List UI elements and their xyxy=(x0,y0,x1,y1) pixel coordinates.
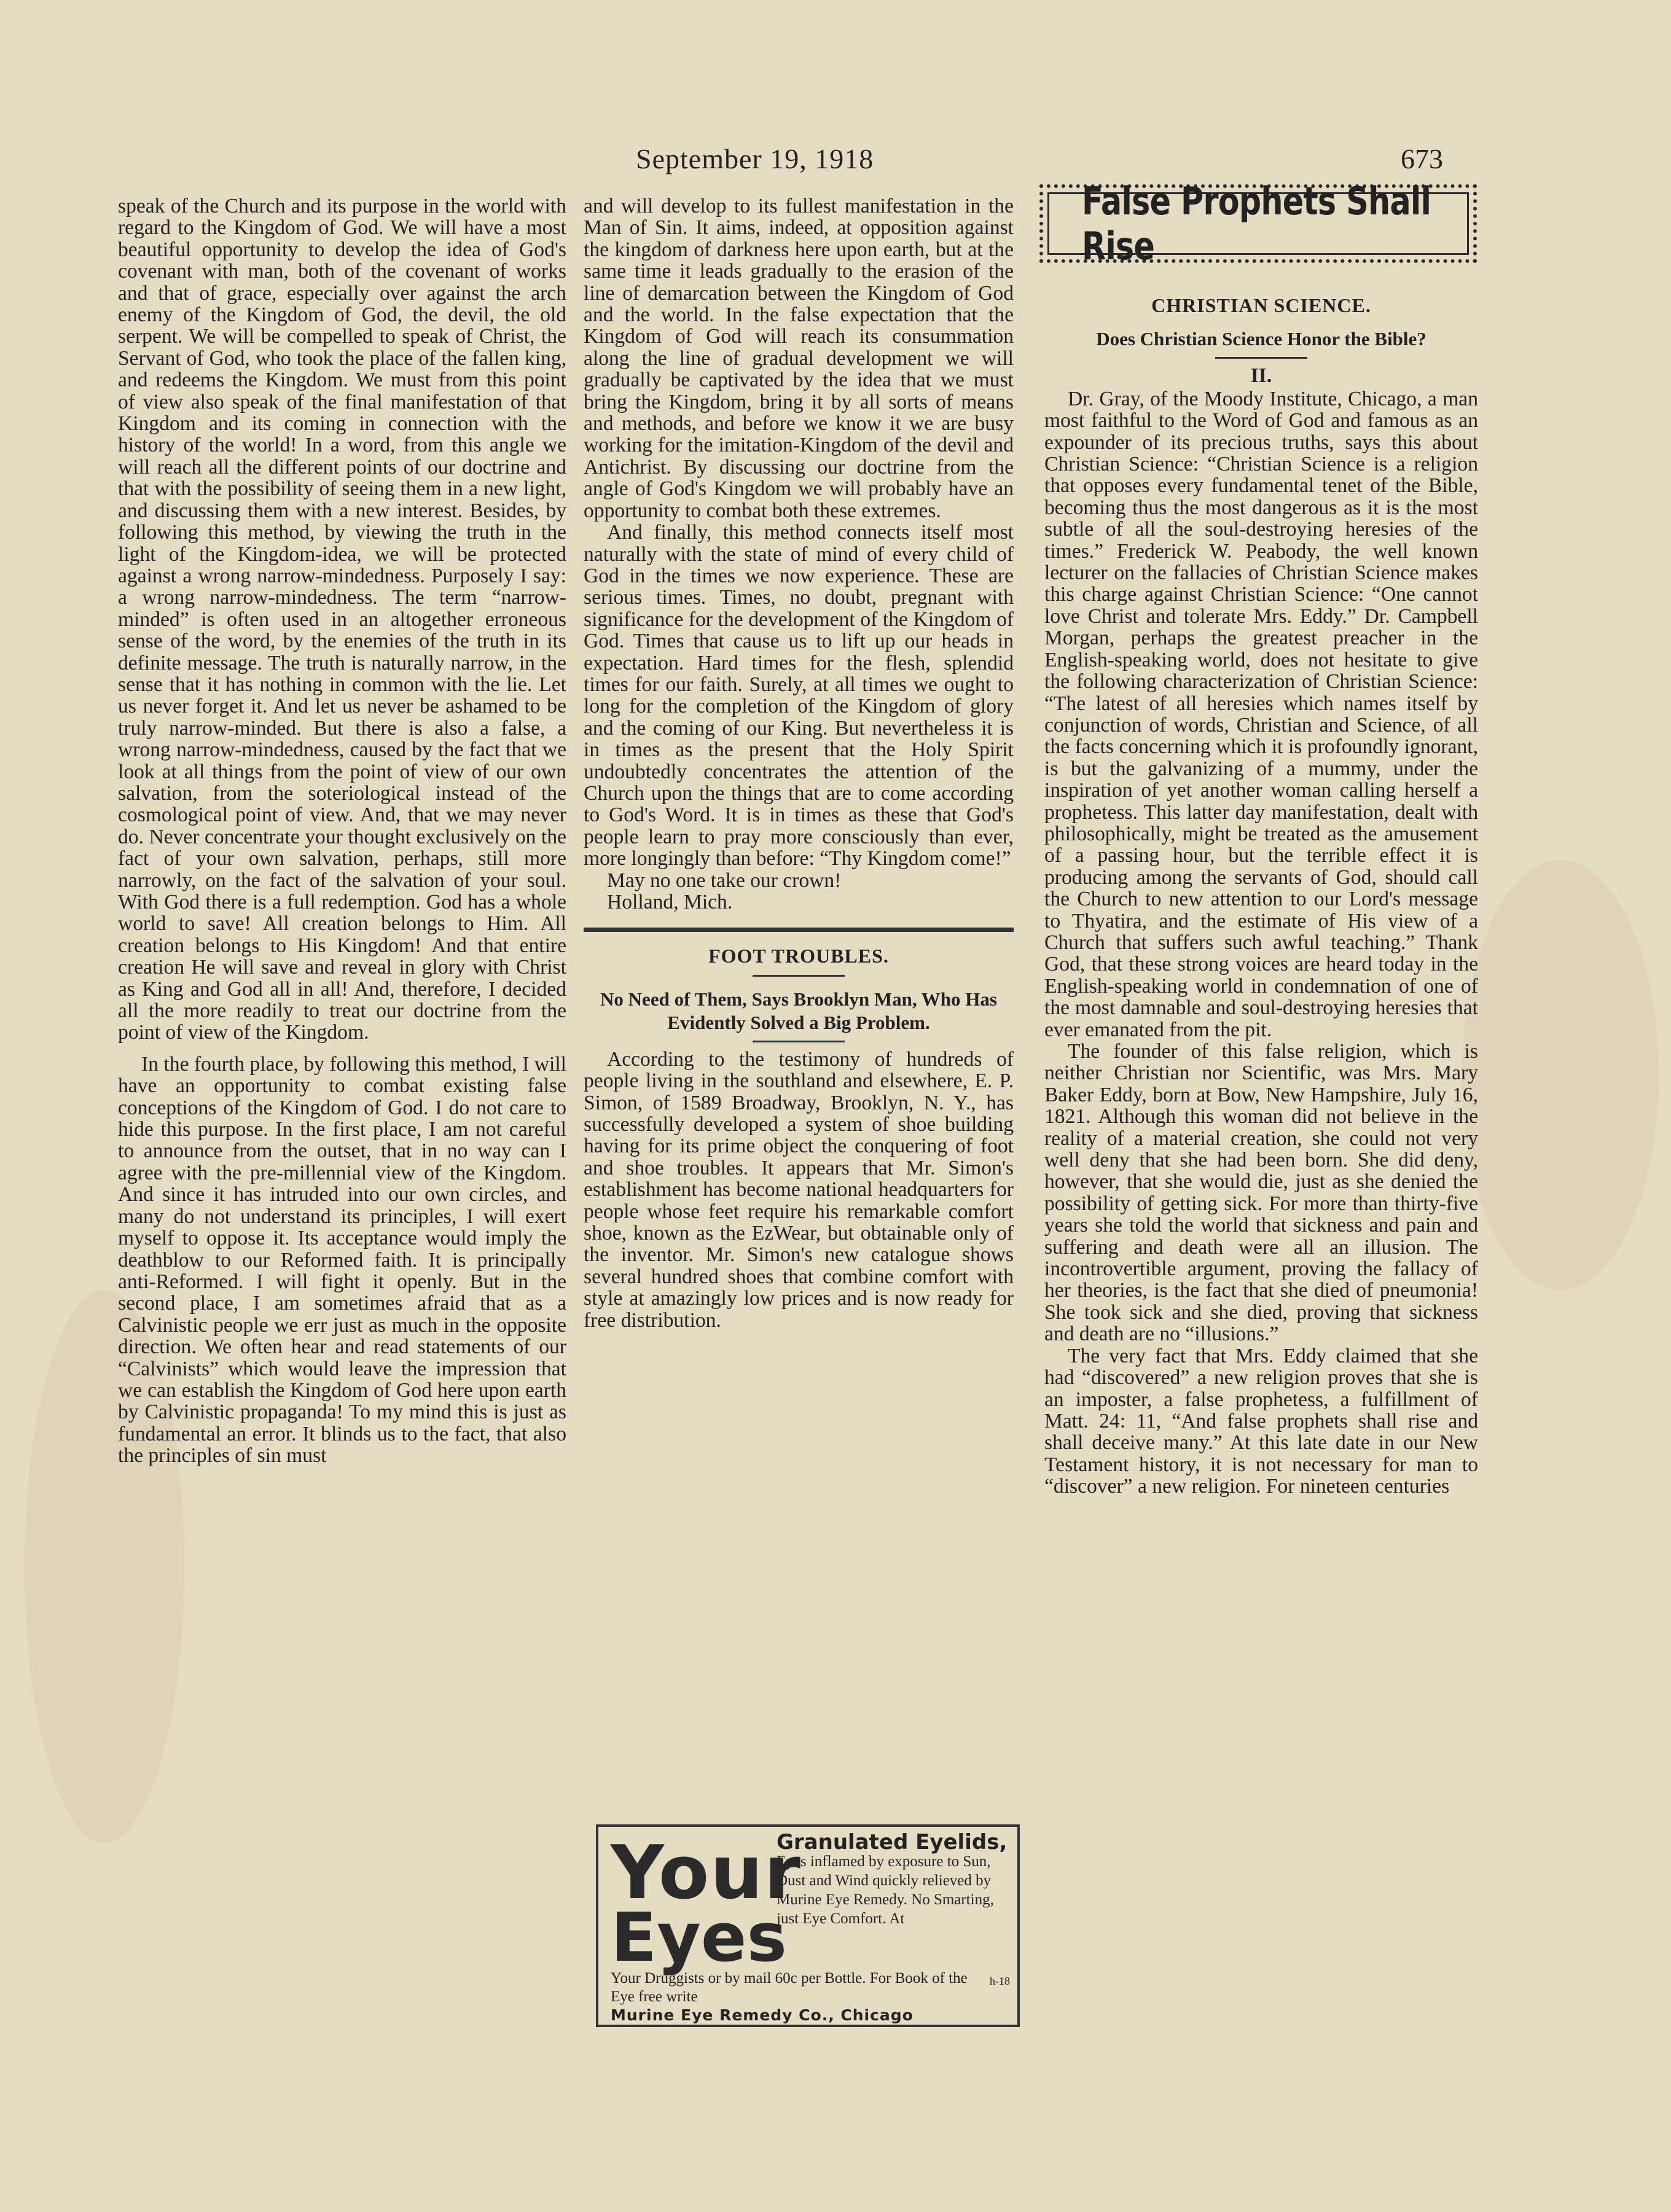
paper-stain xyxy=(1462,860,1659,1290)
foot-troubles-title: FOOT TROUBLES. xyxy=(708,945,889,967)
article-paragraph: speak of the Church and its purpose in the world with regard to the Kingdom of God. We will have a most beautiful opportunity to develop the idea of God's covenant with man, both of the covenant of works and that of grace, especially over against the arch enemy of the Kingdom of God, the devil, the old serpent. We will be compelled to speak of Christ, the Servant of God, who took the place of the fallen king, and redeems the Kingdom. We must from this point of view also speak of the final manifestation of that Kingdom and its coming in connection with the history of the world! In a word, from this angle we will reach all the different points of our doctrine and that with the possibility of seeing them in a new light, and discussing them with a new interest. Besides, by following this method, by viewing the truth in the light of the Kingdom-idea, we will be protected against a wrong narrow-mindedness. Purposely I say: a wrong narrow-mindedness. The term “narrow-minded” is often used in an altogether erroneous sense of the word, by the enemies of the truth in its definite message. The truth is naturally narrow, in the sense that it has nothing in common with the lie. Let us never forget it. And let us never be ashamed to be truly narrow-minded. But there is also a false, a wrong narrow-mindedness, caused by the fact that we look at all things from the point of view of our own salvation, from the soteriological instead of the cosmological point of view. And, that we may never do. Never concentrate your thought exclusively on the fact of your own salvation, perhaps, still more narrowly, on the fact of the salvation of your soul. With God there is a full redemption. God has a whole world to save! All creation belongs to Him. All creation belongs to His Kingdom! And that entire creation He will save and reveal in glory with Christ as King and God all in all! And, therefore, I decided all the more readily to treat our doctrine from the point of view of the Kingdom. xyxy=(118,195,566,1044)
article-paragraph: The very fact that Mrs. Eddy claimed that she had “discovered” a new religion proves that she is an imposter, a false prophetess, a fulfillment of Matt. 24: 11, “And false prophets shall rise and shall deceive many.” At this late date in our New Testament history, it is not necessary for man to “discover” a new religion. For nineteen centuries xyxy=(1044,1344,1478,1498)
headline-banner xyxy=(1039,179,1477,268)
article-paragraph: and will develop to its fullest manifestation in the Man of Sin. It aims, indeed, at opposition against the kingdom of darkness here upon earth, but at the same time it leads gradually to the erasion of the line of demarcation between the Kingdom of God and the world. In the false expectation that the Kingdom of God will reach its consummation along the line of gradual development we will gradually be captivated by the idea that we must bring the Kingdom, bring it by all sorts of means and methods, and before we know it we are busy working for the imitation-Kingdom of the devil and Antichrist. By discussing our doctrine from the angle of God's Kingdom we will probably have an opportunity to combat both these extremes. xyxy=(584,195,1014,522)
article-paragraph: And finally, this method connects itself most naturally with the state of mind of every child of God in the times we now experience. These are serious times. Times, no doubt, pregnant with significance for the development of the Kingdom of God. Times that cause us to lift up our heads in expectation. Hard times for the flesh, splendid times for our faith. Surely, at all times we ought to long for the completion of the Kingdom of glory and the coming of our King. But nevertheless it is in times as the present that the Holy Spirit undoubtedly concentrates the attention of the Church upon the things that are to come according to God's Word. It is in times as these that God's people learn to pray more consciously than ever, more longingly than before: “Thy Kingdom come!” xyxy=(584,521,1014,870)
ad-footer xyxy=(611,1969,1010,2025)
column-middle xyxy=(584,195,1014,1331)
ad-footer-text: h-18 Your Druggists or by mail 60c per Bottle. For Book of the Eye free write xyxy=(611,1970,1010,2005)
section-divider xyxy=(584,928,1014,932)
issue-date: September 19, 1918 xyxy=(636,143,874,174)
section-title: CHRISTIAN SCIENCE. xyxy=(1151,294,1371,316)
article-paragraph: In the fourth place, by following this method, I will have an opportunity to combat existing false conceptions of the Kingdom of God. I do not care to hide this purpose. In the first place, I am not careful to announce from the outset, that in no way can I agree with the pre-millennial view of the Kingdom. And since it has intruded into our own circles, and many do not understand its principles, I will exert myself to oppose it. Its acceptance would imply the deathblow to our Reformed faith. It is principally anti-Reformed. I will fight it openly. But in the second place, I am sometimes afraid that as a Calvinistic people we err just as much in the opposite direction. We often hear and read statements of our “Calvinists” which would leave the impression that we can establish the Kingdom of God here upon earth by Calvinistic propaganda! To my mind this is just as fundamental an error. It blinds us to the fact, that also the principles of sin must xyxy=(118,1052,566,1468)
article-paragraph: The founder of this false religion, which is neither Christian nor Scientific, was Mrs. Mary Baker Eddy, born at Bow, New Hampshire, July 16, 1821. Although this woman did not believe in the reality of a material creation, she could not very well deny that she had been born. She did deny, however, that she would die, just as she denied the possibility of getting sick. For more than thirty-five years she told the world that sickness and pain and suffering and death were all an illusion. The incontrovertible argument, proving the fallacy of her theories, is the fact that she died of pneumonia! She took sick and she died, proving that sickness and death are no “illusions.” xyxy=(1044,1040,1478,1346)
column-right xyxy=(1044,295,1478,1498)
ad-word-your: Your xyxy=(611,1831,802,1916)
article-subtitle: Does Christian Science Honor the Bible? xyxy=(1096,328,1426,350)
ad-company: Murine Eye Remedy Co., Chicago xyxy=(611,2006,914,2024)
ad-copy xyxy=(777,1830,1013,1928)
page-number: 673 xyxy=(1401,143,1443,174)
murine-advertisement xyxy=(596,1824,1020,2027)
ad-word-eyes: Eyes xyxy=(611,1898,787,1977)
ad-headline: Granulated Eyelids, xyxy=(777,1830,1008,1854)
author-place: Holland, Mich. xyxy=(607,891,733,913)
closing-line: May no one take our crown! xyxy=(607,869,842,892)
article-signoff xyxy=(584,870,1014,913)
foot-troubles-subtitle: No Need of Them, Says Brooklyn Man, Who Has Evidently Solved a Big Problem. xyxy=(600,988,997,1033)
article-headline: False Prophets Shall Rise xyxy=(1082,179,1431,268)
title-rule xyxy=(753,1041,845,1042)
foot-troubles-body: According to the testimony of hundreds of people living in the southland and elsewhere, E. P. Simon, of 1589 Broadway, Brooklyn, N. Y., has successfully developed a system of shoe building having for its prime object the conquering of foot and shoe troubles. It appears that Mr. Simon's establishment has become national headquarters for people whose feet require his remarkable comfort shoe, known as the EzWear, but obtainable only of the inventor. Mr. Simon's new catalogue shows several hundred shoes that combine comfort with style at amazingly low prices and is now ready for free distribution. xyxy=(584,1047,1014,1332)
title-rule xyxy=(753,975,845,977)
article-paragraph: Dr. Gray, of the Moody Institute, Chicago, a man most faithful to the Word of God and famous as an expounder of its precious truths, says this about Christian Science: “Christian Science is a religion that opposes every fundamental tenet of the Bible, becoming thus the most dangerous as it is the most subtle of all the soul-destroying heresies of the times.” Frederick W. Peabody, the well known lecturer on the fallacies of Christian Science makes this charge against Christian Science: “One cannot love Christ and tolerate Mrs. Eddy.” Dr. Campbell Morgan, perhaps the greatest preacher in the English-speaking world, does not hesitate to give the following characterization of Christian Science: “The latest of all heresies which names itself by conjunction of words, Christian and Science, of all the facts concerning which it is profoundly ignorant, is but the galvanizing of a mummy, under the inspiration of yet another woman calling herself a prophetess. This latter day manifestation, dealt with philosophically, might be treated as the amusement of a passing hour, but the terrible effect it is producing among the servants of God, should call the Church to new attention to our Lord's message to Thyatira, and the estimate of His view of a Church that suffers such awful teaching.” Thank God, that these strong voices are heard today in the English-speaking world in condemnation of one of the most damnable and soul-destroying heresies that ever emanated from the pit. xyxy=(1044,387,1478,1041)
column-left xyxy=(118,195,566,1467)
ad-code: h-18 xyxy=(990,1975,1010,1987)
ad-body: Eyes inflamed by exposure to Sun, Dust and Wind quickly relieved by Murine Eye Remedy. No Smarting, just Eye Comfort. At xyxy=(777,1853,994,1927)
title-rule xyxy=(1215,357,1307,359)
part-number: II. xyxy=(1250,364,1272,388)
